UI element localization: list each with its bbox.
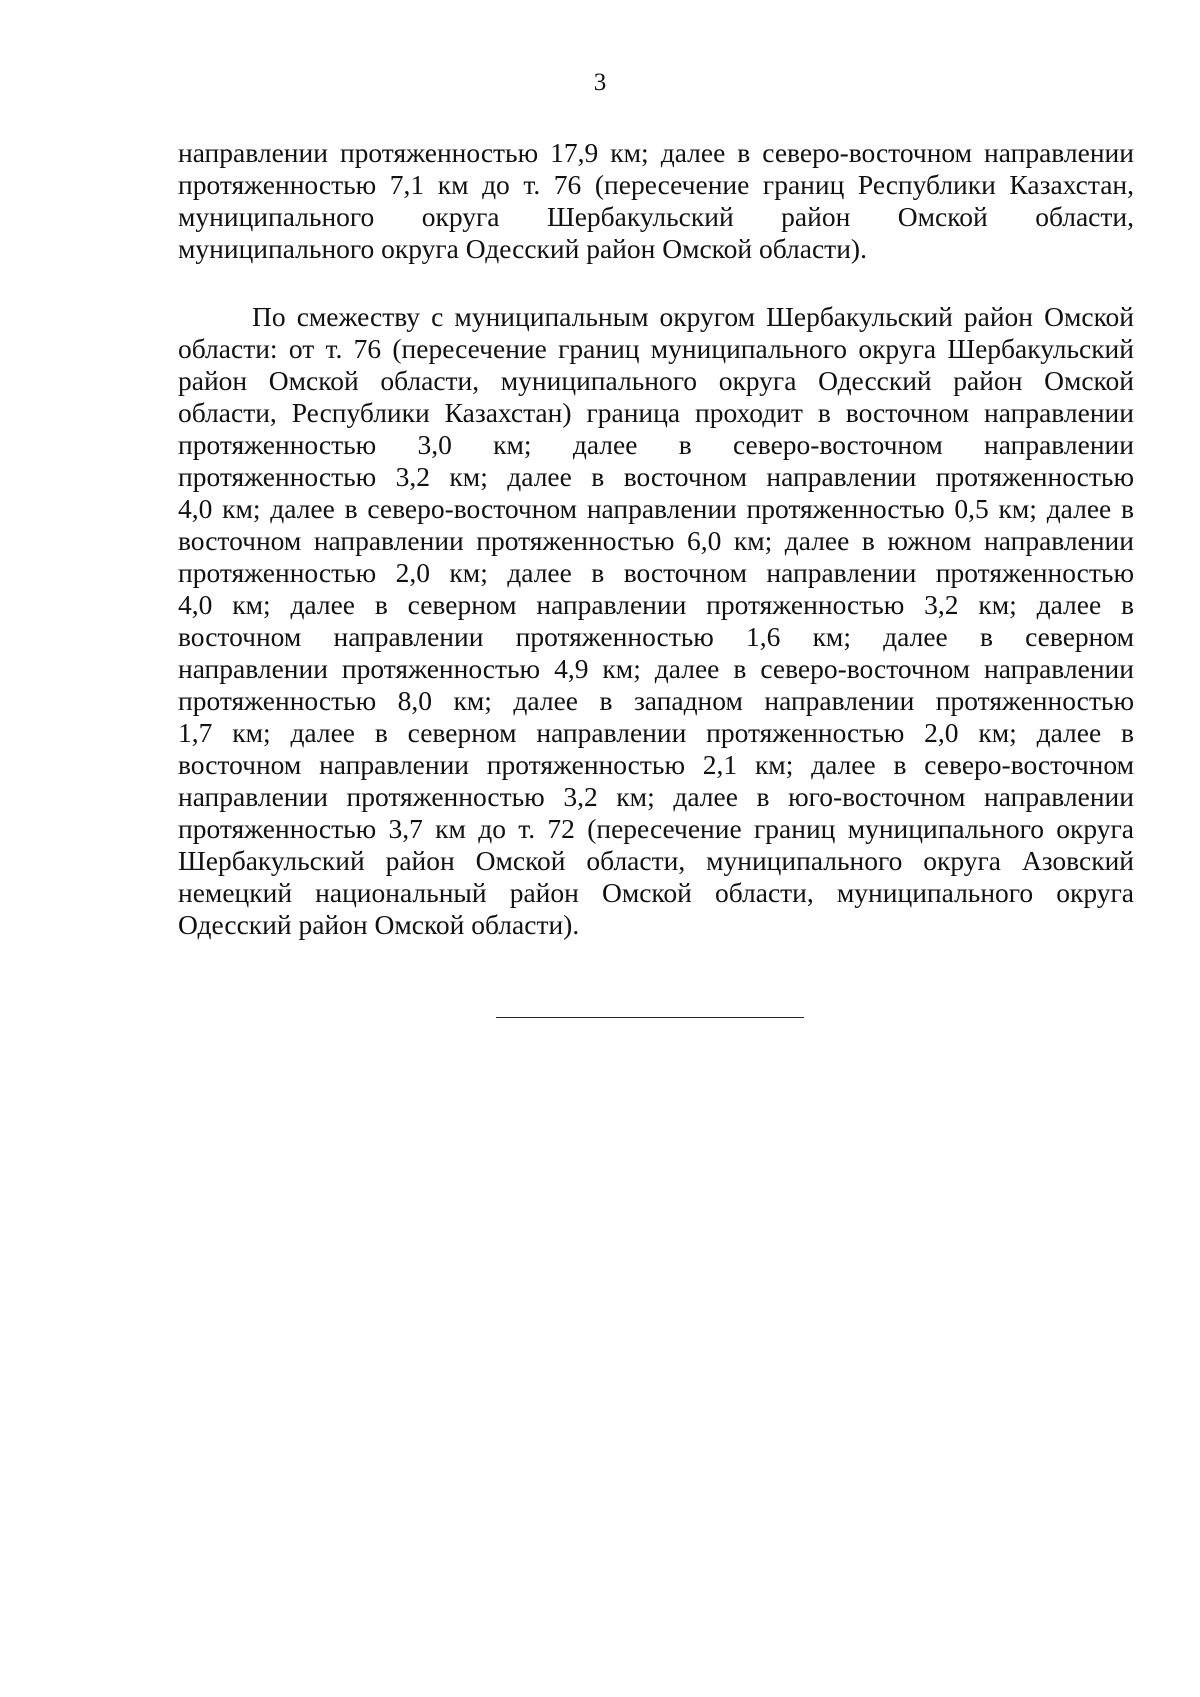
paragraph-line: протяженностью 8,0 км; далее в западном направлении протяженностью xyxy=(178,685,1134,716)
paragraph-line: области, Республики Казахстан) граница проходит в восточном направлении xyxy=(178,397,1134,428)
paragraph-line: восточном направлении протяженностью 2,1 км; далее в северо-восточном xyxy=(178,749,1134,780)
paragraph-line: немецкий национальный район Омской области, муниципального округа xyxy=(178,877,1134,908)
paragraph-line: восточном направлении протяженностью 1,6 км; далее в северном xyxy=(178,621,1134,652)
paragraph-line: 4,0 км; далее в северо-восточном направлении протяженностью 0,5 км; далее в xyxy=(178,493,1134,524)
paragraph-line: направлении протяженностью 17,9 км; далее в северо-восточном направлении xyxy=(178,137,1134,168)
page-number: 3 xyxy=(593,69,607,96)
paragraph-line: протяженностью 3,0 км; далее в северо-восточном направлении xyxy=(178,429,1134,460)
paragraph-1 xyxy=(178,137,1134,265)
paragraph-line: 1,7 км; далее в северном направлении протяженностью 2,0 км; далее в xyxy=(178,717,1134,748)
paragraph-line: район Омской области, муниципального округа Одесский район Омской xyxy=(178,365,1134,396)
paragraph-line: 4,0 км; далее в северном направлении протяженностью 3,2 км; далее в xyxy=(178,589,1134,620)
paragraph-line: направлении протяженностью 4,9 км; далее в северо-восточном направлении xyxy=(178,653,1134,684)
paragraph-line: направлении протяженностью 3,2 км; далее в юго-восточном направлении xyxy=(178,781,1134,812)
paragraph-line: протяженностью 7,1 км до т. 76 (пересечение границ Республики Казахстан, xyxy=(178,169,1134,200)
paragraph-line: восточном направлении протяженностью 6,0 км; далее в южном направлении xyxy=(178,525,1134,556)
paragraph-line: муниципального округа Одесский район Омской области). xyxy=(178,233,867,264)
paragraph-line: области: от т. 76 (пересечение границ муниципального округа Шербакульский xyxy=(178,333,1134,364)
paragraph-line: По смежеству с муниципальным округом Шербакульский район Омской xyxy=(252,301,1134,332)
paragraph-line: протяженностью 3,2 км; далее в восточном направлении протяженностью xyxy=(178,461,1134,492)
paragraph-line: протяженностью 3,7 км до т. 72 (пересечение границ муниципального округа xyxy=(178,813,1134,844)
paragraph-line: Одесский район Омской области). xyxy=(178,909,580,940)
end-separator-line xyxy=(496,1017,804,1018)
paragraph-line: муниципального округа Шербакульский район Омской области, xyxy=(178,201,1134,232)
paragraph-2 xyxy=(178,301,1134,941)
paragraph-line: протяженностью 2,0 км; далее в восточном направлении протяженностью xyxy=(178,557,1134,588)
paragraph-line: Шербакульский район Омской области, муниципального округа Азовский xyxy=(178,845,1134,876)
